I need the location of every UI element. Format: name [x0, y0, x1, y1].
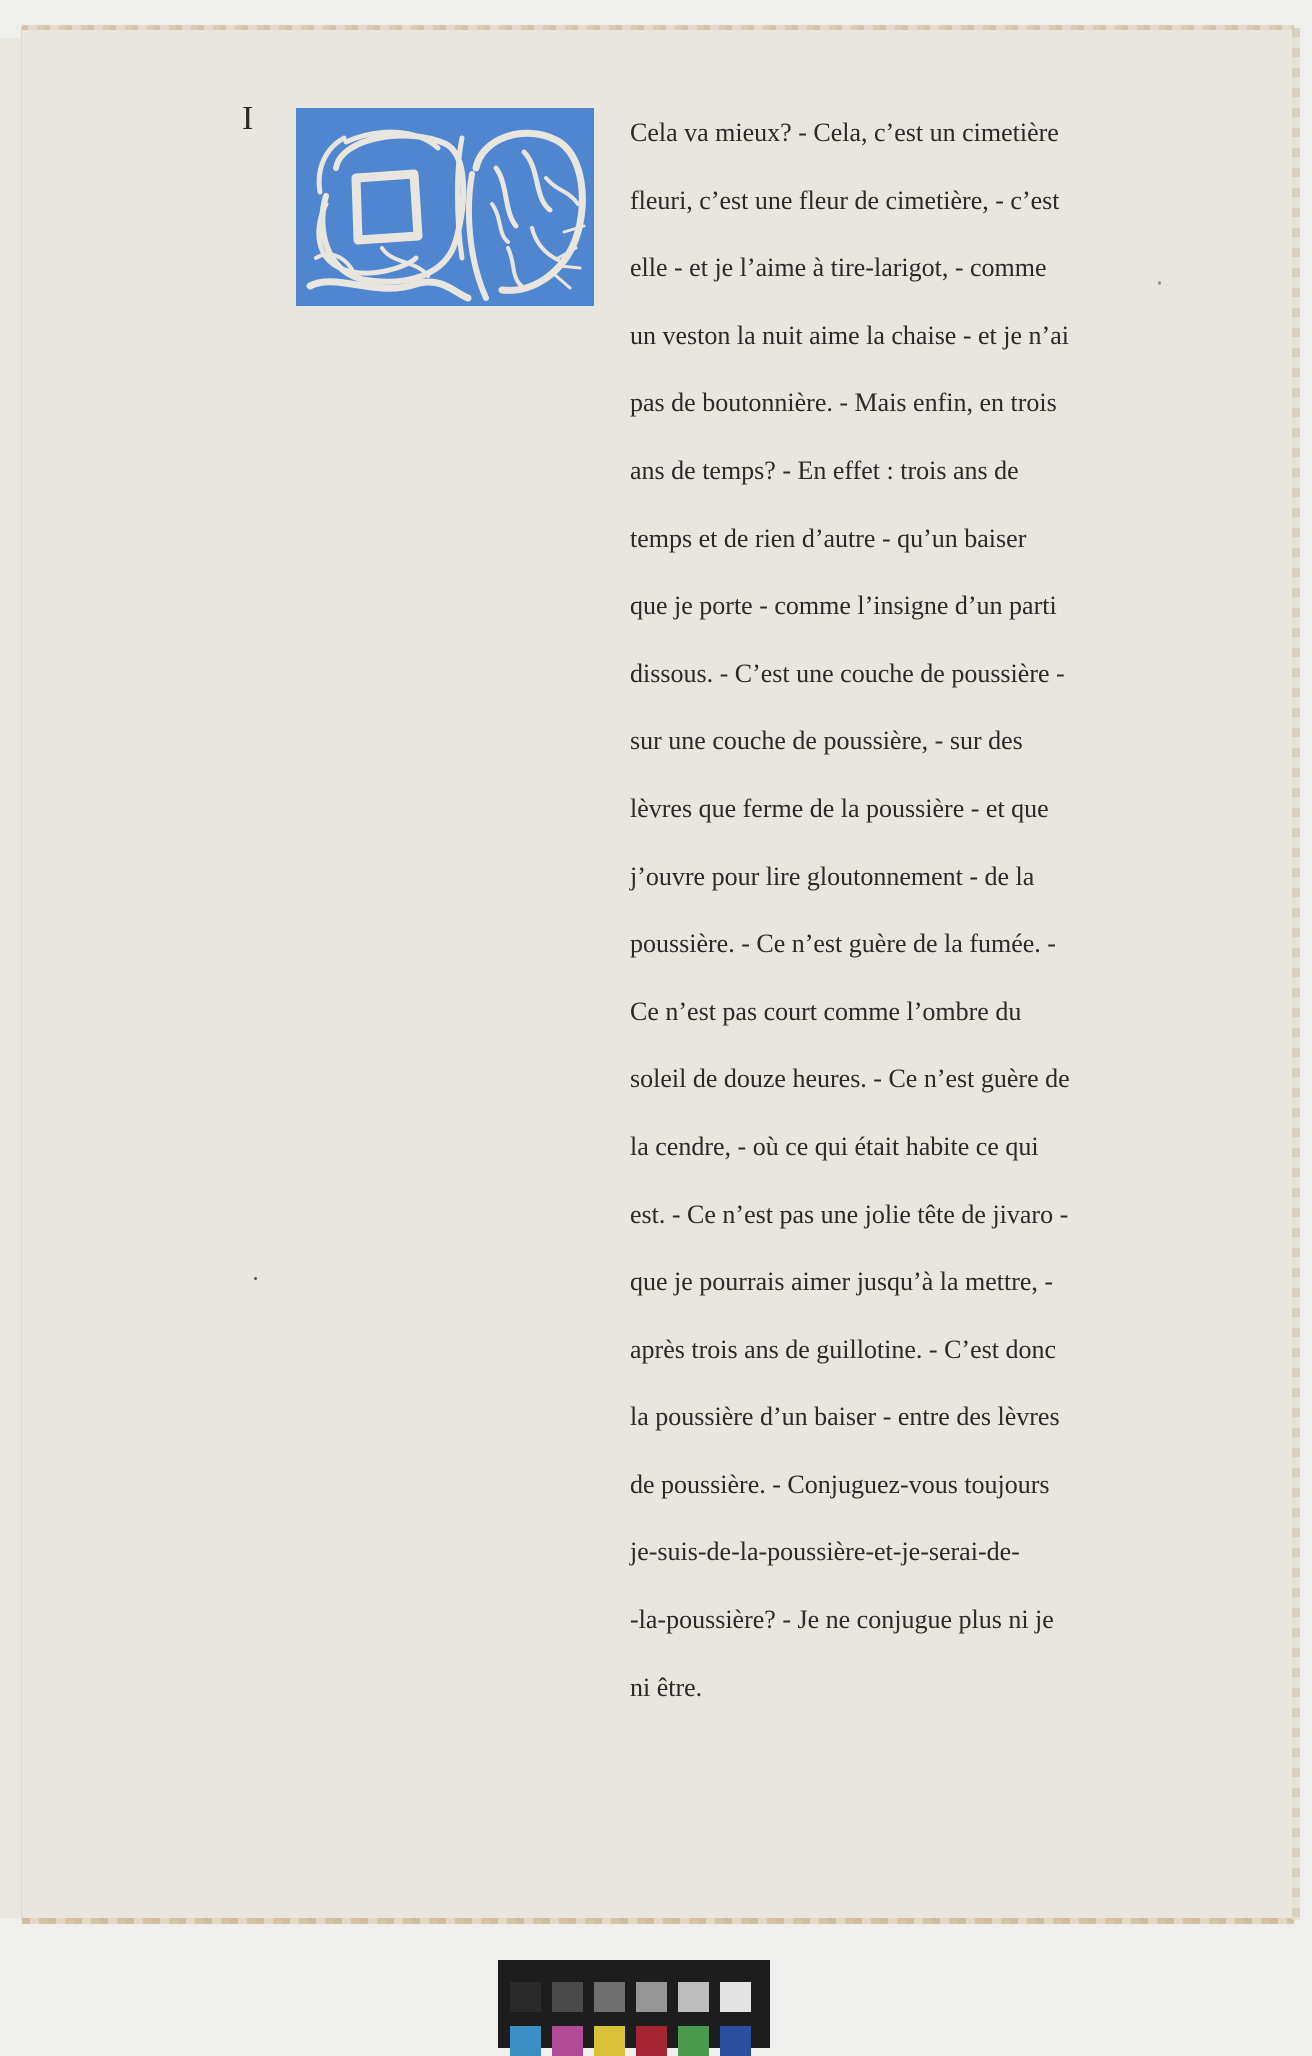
color-swatch [594, 2026, 625, 2056]
gray-swatch [720, 1982, 751, 2012]
text-line: elle - et je l’aime à tire-larigot, - comme [630, 253, 1047, 283]
page-deckle-edge-right [1292, 28, 1300, 1920]
text-line: temps et de rien d’autre - qu’un baiser [630, 523, 1027, 553]
text-line: ans de temps? - En effet : trois ans de [630, 455, 1019, 485]
text-line: un veston la nuit aime la chaise - et je n’ai [630, 320, 1069, 350]
text-line: que je pourrais aimer jusqu’à la mettre, - [630, 1267, 1054, 1297]
color-swatch [720, 2026, 751, 2056]
paper-speck [254, 1277, 257, 1280]
text-line: ni être. [630, 1672, 703, 1702]
text-line: la cendre, - où ce qui était habite ce qui [630, 1131, 1039, 1161]
color-calibration-target [498, 1960, 770, 2048]
color-swatch [678, 2026, 709, 2056]
chapter-numeral: I [242, 100, 254, 137]
text-line: sur une couche de poussière, - sur des [630, 726, 1023, 756]
gray-swatch [510, 1982, 541, 2012]
text-line: poussière. - Ce n’est guère de la fumée. - [630, 929, 1056, 959]
gray-swatch [552, 1982, 583, 2012]
text-line: que je porte - comme l’insigne d’un parti [630, 591, 1057, 621]
woodcut-abstract-figures-icon [296, 108, 594, 306]
text-line: Ce n’est pas court comme l’ombre du [630, 996, 1022, 1026]
text-line: de poussière. - Conjuguez-vous toujours [630, 1469, 1050, 1499]
poem-text [630, 118, 1230, 1740]
text-line: fleuri, c’est une fleur de cimetière, - c’est [630, 185, 1060, 215]
color-swatch [510, 2026, 541, 2056]
text-line: après trois ans de guillotine. - C’est donc [630, 1334, 1057, 1364]
gray-swatch [636, 1982, 667, 2012]
text-line: dissous. - C’est une couche de poussière - [630, 658, 1065, 688]
text-line: lèvres que ferme de la poussière - et que [630, 793, 1049, 823]
color-swatch [636, 2026, 667, 2056]
color-swatch [552, 2026, 583, 2056]
text-line: est. - Ce n’est pas une jolie tête de jivaro - [630, 1199, 1069, 1229]
text-line: -la-poussière? - Je ne conjugue plus ni je [630, 1605, 1054, 1635]
text-line: Cela va mieux? - Cela, c’est un cimetière [630, 118, 1059, 147]
gray-swatch [678, 1982, 709, 2012]
text-line: j’ouvre pour lire gloutonnement - de la [630, 861, 1035, 891]
text-line: soleil de douze heures. - Ce n’est guère de [630, 1064, 1070, 1094]
gray-swatch [594, 1982, 625, 2012]
paper-speck [1158, 281, 1161, 285]
text-line: je-suis-de-la-poussière-et-je-serai-de- [630, 1537, 1020, 1567]
facing-page-edge [0, 38, 23, 1918]
text-line: pas de boutonnière. - Mais enfin, en trois [630, 388, 1057, 418]
page-deckle-edge-bottom [22, 1918, 1294, 1924]
text-line: la poussière d’un baiser - entre des lèvres [630, 1402, 1060, 1432]
page-deckle-edge-top [22, 25, 1294, 30]
woodcut-illustration [296, 108, 594, 306]
